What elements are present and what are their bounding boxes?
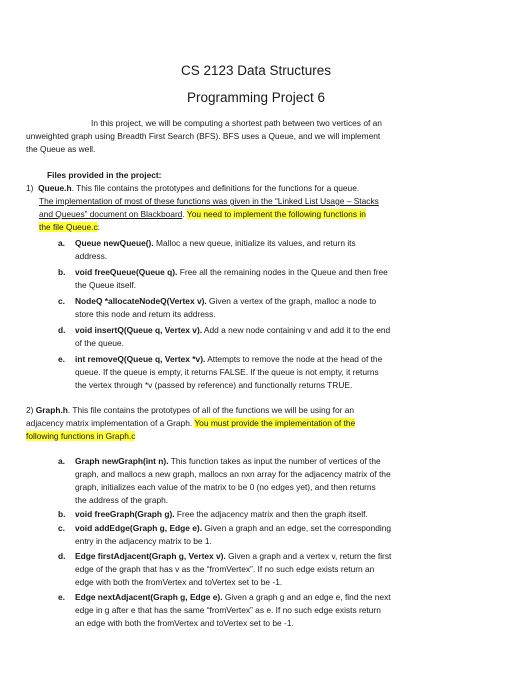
description: Malloc a new queue, initialize its values, and return its (153, 238, 356, 248)
item-1-line (39, 209, 366, 220)
description: Attempts to remove the node at the head of the (205, 354, 383, 364)
list-item-label: a. (58, 238, 65, 248)
list-item-label: c. (58, 523, 65, 533)
list-item (75, 325, 390, 336)
description: edge in g after e that has the same “fromVertex” as e. If no such edge exists return (75, 605, 381, 615)
function-signature: void addEdge(Graph g, Edge e). (75, 523, 203, 533)
document-title: CS 2123 Data Structures (180, 63, 332, 78)
description: an edge with both the fromVertex and toVertex set to be -1. (75, 618, 294, 628)
list-item (75, 551, 391, 562)
list-item-label: e. (58, 354, 65, 364)
list-item (75, 354, 382, 365)
function-signature: void freeQueue(Queue q). (75, 267, 178, 277)
queue-h-filename: Queue.h (38, 183, 72, 193)
description: Given a graph g and an edge e, find the next (222, 592, 391, 602)
list-item (75, 267, 388, 278)
item-2-line (26, 418, 355, 429)
list-item (75, 509, 368, 520)
list-item (75, 296, 376, 307)
item-number: 1) (26, 183, 34, 193)
list-item-label: d. (58, 551, 66, 561)
document-subtitle: Programming Project 6 (186, 90, 326, 105)
description: the Queue itself. (75, 280, 136, 290)
list-item (75, 238, 356, 249)
list-item-label: a. (58, 456, 65, 466)
description: address. (75, 251, 108, 261)
function-signature: void insertQ(Queue q, Vertex v). (75, 325, 203, 335)
description: This function takes as input the number of vertices of the (168, 456, 381, 466)
list-item-label: d. (58, 325, 66, 335)
function-signature: NodeQ *allocateNodeQ(Vertex v). (75, 296, 207, 306)
item-1-text: . This file contains the prototypes and definitions for the functions for a queue. (71, 183, 360, 193)
item-2-line (26, 431, 135, 442)
function-signature: Edge firstAdjacent(Graph g, Vertex v). (75, 551, 226, 561)
list-item (75, 456, 381, 467)
files-heading: Files provided in the project: (47, 170, 162, 180)
description: of the queue. (75, 338, 124, 348)
list-item-label: c. (58, 296, 65, 306)
list-item (75, 523, 391, 534)
description: Free all the remaining nodes in the Queue and then free (177, 267, 388, 277)
intro-line: unweighted graph using Breadth First Search (BFS). BFS uses a Queue, and we will implement (26, 131, 381, 141)
list-item (75, 592, 391, 603)
description: Given a graph and a vertex v, return the first (225, 551, 392, 561)
item-1-underlined-text: and Queues” document on Blackboard (39, 209, 183, 219)
graph-h-filename: Graph.h (35, 405, 68, 415)
list-item-label: e. (58, 592, 65, 602)
function-signature: void freeGraph(Graph g). (75, 509, 175, 519)
description: edge with both the fromVertex and toVertex set to be -1. (75, 577, 283, 587)
description: Given a vertex of the graph, malloc a node to (206, 296, 377, 306)
item-number: 2) (26, 405, 34, 415)
item-2-line (26, 405, 354, 416)
function-signature: Queue newQueue(). (75, 238, 154, 248)
item-2-text: adjacency matrix implementation of a Graph. (26, 418, 195, 428)
description: edge of the graph that has v as the “fromVertex”. If no such edge exists return an (75, 564, 375, 574)
description: store this node and return its address. (75, 309, 216, 319)
intro-line: In this project, we will be computing a shortest path between two vertices of an (91, 118, 382, 128)
list-item-label: b. (58, 509, 66, 519)
description: graph, initializes each value of the matrix to be 0 (no edges yet), and then returns (75, 482, 376, 492)
intro-line: the Queue as well. (26, 144, 96, 154)
description: entry in the adjacency matrix to be 1. (75, 536, 212, 546)
description: queue. If the queue is empty, it returns FALSE. If the queue is not empty, it returns (75, 367, 379, 377)
function-signature: Edge nextAdjacent(Graph g, Edge e). (75, 592, 223, 602)
description: graph, and mallocs a new graph, mallocs an nxn array for the adjacency matrix of the (75, 469, 391, 479)
function-signature: int removeQ(Queue q, Vertex *v). (75, 354, 206, 364)
punctuation: . (182, 209, 187, 219)
item-2-text: . This file contains the prototypes of all of the functions we will be using for an (67, 405, 355, 415)
highlighted-instruction: You need to implement the following functions in (186, 209, 366, 219)
highlighted-instruction: the file Queue.c (39, 222, 98, 232)
description: Given a graph and an edge, set the corresponding (202, 523, 392, 533)
item-1-underlined-text: The implementation of most of these functions was given in the “Linked List Usage – Stacks (39, 196, 379, 206)
function-signature: Graph newGraph(int n). (75, 456, 169, 466)
highlighted-instruction: You must provide the implementation of the (194, 418, 356, 428)
description: Add a new node containing v and add it to the end (202, 325, 391, 335)
item-1-line (39, 222, 100, 233)
description: the vertex through *v (passed by reference) and functionally returns TRUE. (75, 380, 353, 390)
description: Free the adjacency matrix and then the graph itself. (174, 509, 368, 519)
list-item-label: b. (58, 267, 66, 277)
item-1-line (26, 183, 359, 194)
description: the address of the graph. (75, 495, 169, 505)
punctuation: : (97, 222, 100, 232)
highlighted-instruction: following functions in Graph.c (26, 431, 136, 441)
